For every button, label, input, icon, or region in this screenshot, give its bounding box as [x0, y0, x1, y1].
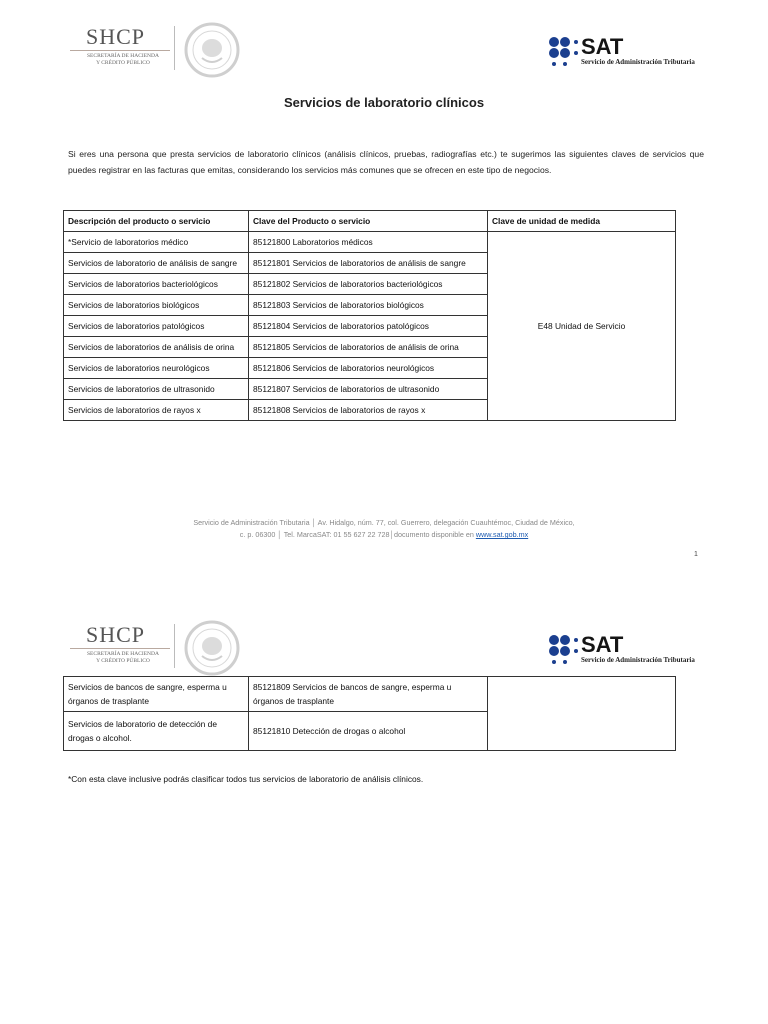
column-header: Clave del Producto o servicio [249, 211, 488, 232]
sat-logo-subtitle: Servicio de Administración Tributaria [581, 656, 695, 664]
footer-contact: c. p. 06300 │ Tel. MarcaSAT: 01 55 627 22 728│documento disponible en www.sat.gob.mx [239, 530, 529, 539]
page2-header [0, 618, 768, 678]
sat-logo [548, 36, 708, 76]
service-code: 85121801 Servicios de laboratorios de análisis de sangre [249, 253, 488, 274]
table-row [64, 677, 676, 712]
service-description: Servicios de laboratorios de rayos x [64, 400, 249, 421]
services-table [63, 210, 676, 421]
sat-website-link[interactable]: www.sat.gob.mx [475, 530, 529, 539]
service-description: Servicios de laboratorios bacteriológicos [64, 274, 249, 295]
services-table-continued [63, 676, 676, 751]
service-code: 85121810 Detección de drogas o alcohol [249, 712, 488, 751]
service-description: Servicios de laboratorios biológicos [64, 295, 249, 316]
unit-of-measure: E48 Unidad de Servicio [488, 232, 676, 421]
service-description: Servicios de laboratorio de detección de drogas o alcohol. [64, 712, 249, 751]
service-code: 85121804 Servicios de laboratorios patológicos [249, 316, 488, 337]
column-header: Descripción del producto o servicio [64, 211, 249, 232]
service-code: 85121800 Laboratorios médicos [249, 232, 488, 253]
service-code: 85121805 Servicios de laboratorios de análisis de orina [249, 337, 488, 358]
page-title: Servicios de laboratorio clínicos [283, 95, 485, 110]
shcp-logo-subtitle: SECRETARÍA DE HACIENDA Y CRÉDITO PÚBLICO [87, 53, 159, 66]
service-code: 85121803 Servicios de laboratorios biológicos [249, 295, 488, 316]
service-description: Servicios de bancos de sangre, esperma u órganos de trasplante [64, 677, 249, 712]
mexico-seal-icon [184, 22, 240, 78]
page1-header [0, 20, 768, 80]
sat-dots-icon [548, 634, 578, 664]
shcp-logo [70, 20, 180, 80]
service-description: Servicios de laboratorios de ultrasonido [64, 379, 249, 400]
service-code: 85121809 Servicios de bancos de sangre, esperma u órganos de trasplante [249, 677, 488, 712]
page-footer [0, 517, 768, 541]
intro-paragraph: Si eres una persona que presta servicios de laboratorio clínicos (análisis clínicos, pruebas, radiografías etc.) te sugerimos las siguientes claves de servicios que puedes registrar en las facturas que emitas, considerando los servicios más comunes que se ofrecen en este tipo de negocios. [68, 149, 704, 175]
service-code: 85121808 Servicios de laboratorios de rayos x [249, 400, 488, 421]
service-description: Servicios de laboratorios neurológicos [64, 358, 249, 379]
unit-of-measure-empty [488, 677, 676, 751]
shcp-logo-name: SHCP [86, 622, 146, 647]
sat-logo-name: SAT [581, 632, 624, 657]
service-description: *Servicio de laboratorios médico [64, 232, 249, 253]
column-header: Clave de unidad de medida [488, 211, 676, 232]
page-number: 1 [694, 551, 698, 558]
service-description: Servicios de laboratorio de análisis de sangre [64, 253, 249, 274]
sat-dots-icon [548, 36, 578, 66]
shcp-logo-subtitle: SECRETARÍA DE HACIENDA Y CRÉDITO PÚBLICO [87, 651, 159, 664]
shcp-logo [70, 618, 180, 678]
table-header-row [64, 211, 676, 232]
shcp-logo-name: SHCP [86, 24, 146, 49]
service-description: Servicios de laboratorios de análisis de orina [64, 337, 249, 358]
service-code: 85121806 Servicios de laboratorios neurológicos [249, 358, 488, 379]
footer-address: Servicio de Administración Tributaria │ Av. Hidalgo, núm. 77, col. Guerrero, delegación Cuauhtémoc, Ciudad de México, [193, 518, 575, 527]
footnote: *Con esta clave inclusive podrás clasificar todos tus servicios de laboratorio de análisis clínicos. [68, 774, 424, 784]
sat-logo-subtitle: Servicio de Administración Tributaria [581, 58, 695, 66]
service-code: 85121807 Servicios de laboratorios de ultrasonido [249, 379, 488, 400]
sat-logo [548, 634, 708, 674]
mexico-seal-icon [184, 620, 240, 676]
table-row [64, 232, 676, 253]
service-code: 85121802 Servicios de laboratorios bacteriológicos [249, 274, 488, 295]
service-description: Servicios de laboratorios patológicos [64, 316, 249, 337]
sat-logo-name: SAT [581, 34, 624, 59]
